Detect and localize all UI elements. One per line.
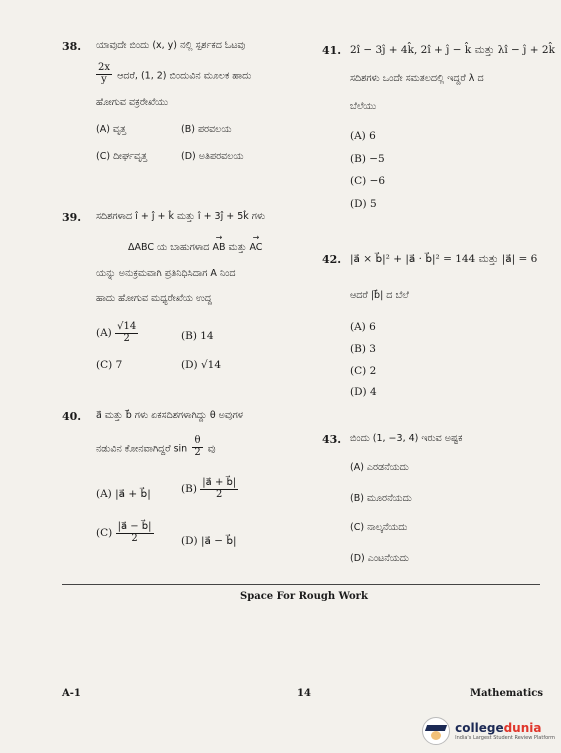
option-c: (C) −6 bbox=[350, 175, 386, 187]
option-b bbox=[181, 478, 238, 500]
question-text bbox=[96, 63, 251, 85]
option-a: (A) ವೃತ್ತ bbox=[96, 124, 126, 135]
question-text: ಯಾವುದೇ ಬಿಂದು (x, y) ನಲ್ಲಿ ಸ್ಪರ್ಶಕದ ಓಟವು bbox=[96, 40, 246, 51]
question-number: 40. bbox=[62, 410, 82, 423]
question-text-part: ΔABC ಯ ಬಾಹುಗಳಾದ bbox=[128, 242, 210, 253]
question-text-part: ವು bbox=[207, 443, 216, 455]
fraction-denominator: 2 bbox=[123, 332, 130, 344]
fraction-numerator: √14 bbox=[117, 321, 137, 332]
question-number: 41. bbox=[322, 44, 342, 57]
option-c: (C) ನಾಲ್ಕನೆಯದು bbox=[350, 522, 408, 533]
question-text: 2î − 3ĵ + 4k̂, 2î + ĵ − k̂ ಮತ್ತು λî − ĵ + 2k̂ bbox=[350, 44, 555, 56]
option-label: (B) bbox=[181, 483, 197, 495]
question-text bbox=[128, 242, 262, 253]
option-b: (B) −5 bbox=[350, 153, 385, 165]
vector-ab: → AB bbox=[212, 242, 225, 253]
vector-ac: → AC bbox=[249, 242, 262, 253]
page-number: 14 bbox=[297, 688, 311, 699]
fraction bbox=[200, 478, 238, 500]
option-a: (A) |a⃗ + b⃗| bbox=[96, 488, 151, 500]
option-d: (D) √14 bbox=[181, 359, 222, 371]
option-label: (A) bbox=[96, 327, 112, 339]
fraction-numerator: |a⃗ − b⃗| bbox=[117, 521, 152, 532]
option-a: (A) 6 bbox=[350, 321, 376, 333]
question-text: |a⃗ × b⃗|² + |a⃗ · b⃗|² = 144 ಮತ್ತು |a⃗| = 6 bbox=[350, 253, 538, 265]
question-text: a⃗ ಮತ್ತು b⃗ ಗಳು ಏಕಸದಿಶಗಳಾಗಿದ್ದು θ ಅವುಗಳ bbox=[96, 410, 243, 421]
paper-code: A-1 bbox=[62, 688, 81, 699]
fraction bbox=[192, 436, 202, 458]
fraction bbox=[115, 322, 138, 344]
question-text-cont: ಆದರೆ, (1, 2) ಬಿಂದುವಿನ ಮೂಲಕ ಹಾದು bbox=[117, 70, 252, 82]
question-number: 39. bbox=[62, 211, 82, 224]
option-c: (C) ದೀರ್ಘವೃತ್ತ bbox=[96, 151, 148, 162]
question-text: ಹಾದು ಹೋಗುವ ಮಧ್ಯರೇಖೆಯ ಉದ್ದ bbox=[96, 293, 212, 304]
option-a bbox=[96, 322, 138, 344]
question-text: ಬಿಂದು (1, −3, 4) ಇರುವ ಅಷ್ಟಕ bbox=[350, 433, 463, 444]
question-number: 38. bbox=[62, 40, 82, 53]
option-d: (D) 5 bbox=[350, 198, 377, 210]
brand-name-main: college bbox=[455, 721, 504, 735]
collegedunia-watermark bbox=[422, 717, 555, 745]
rough-work-divider bbox=[62, 584, 540, 585]
option-c: (C) 7 bbox=[96, 359, 123, 371]
option-c bbox=[96, 522, 154, 544]
fraction-denominator: 2 bbox=[216, 488, 223, 500]
question-text: ಹೋಗುವ ವಕ್ರರೇಖೆಯು bbox=[96, 97, 169, 108]
option-d: (D) |a⃗ − b⃗| bbox=[181, 535, 237, 547]
option-a: (A) 6 bbox=[350, 130, 376, 142]
option-label: (C) bbox=[96, 527, 113, 539]
option-b: (B) 3 bbox=[350, 343, 376, 355]
option-b: (B) ಪರವಲಯ bbox=[181, 124, 232, 135]
fraction bbox=[96, 63, 112, 85]
fraction-denominator: y bbox=[101, 73, 107, 85]
fraction-numerator: θ bbox=[194, 435, 201, 446]
question-text-part: ನಡುವಿನ ಕೋನವಾಗಿದ್ದರೆ sin bbox=[96, 443, 188, 455]
fraction-numerator: |a⃗ + b⃗| bbox=[202, 477, 237, 488]
option-b: (B) 14 bbox=[181, 330, 214, 342]
option-a: (A) ಎರಡನೆಯದು bbox=[350, 462, 409, 473]
question-text: ಬೆಲೆಯು bbox=[350, 101, 377, 112]
fraction-denominator: 2 bbox=[131, 532, 138, 544]
option-d: (D) ಎಂಟನೆಯದು bbox=[350, 553, 409, 564]
graduate-mascot-icon bbox=[422, 717, 450, 745]
question-text-part: ಮತ್ತು bbox=[228, 242, 247, 253]
rough-work-label: Space For Rough Work bbox=[240, 591, 368, 602]
option-d: (D) ಅತಿಪರವಲಯ bbox=[181, 151, 244, 162]
brand-tagline: India's Largest Student Review Platform bbox=[455, 735, 555, 741]
subject-name: Mathematics bbox=[470, 688, 543, 699]
brand-name-accent: dunia bbox=[503, 721, 542, 735]
question-text: ಸದಿಶಗಳು ಒಂದೇ ಸಮತಲದಲ್ಲಿ ಇದ್ದರೆ λ ದ bbox=[350, 73, 484, 84]
option-b: (B) ಮೂರನೆಯದು bbox=[350, 493, 412, 504]
option-c: (C) 2 bbox=[350, 365, 377, 377]
option-d: (D) 4 bbox=[350, 386, 377, 398]
question-text: ಯನ್ನು ಅನುಕ್ರಮವಾಗಿ ಪ್ರತಿನಿಧಿಸಿದಾಗ A ನಿಂದ bbox=[96, 268, 236, 279]
brand-name bbox=[455, 721, 555, 735]
question-text: ಆದರೆ |b⃗| ದ ಬೆಲೆ bbox=[350, 290, 409, 301]
fraction bbox=[116, 522, 154, 544]
fraction-denominator: 2 bbox=[194, 446, 201, 458]
question-text bbox=[96, 436, 216, 458]
question-number: 42. bbox=[322, 253, 342, 266]
fraction-numerator: 2x bbox=[98, 62, 111, 73]
question-number: 43. bbox=[322, 433, 342, 446]
question-text: ಸದಿಶಗಳಾದ î + ĵ + k̂ ಮತ್ತು î + 3ĵ + 5k̂ ಗಳು bbox=[96, 211, 266, 222]
